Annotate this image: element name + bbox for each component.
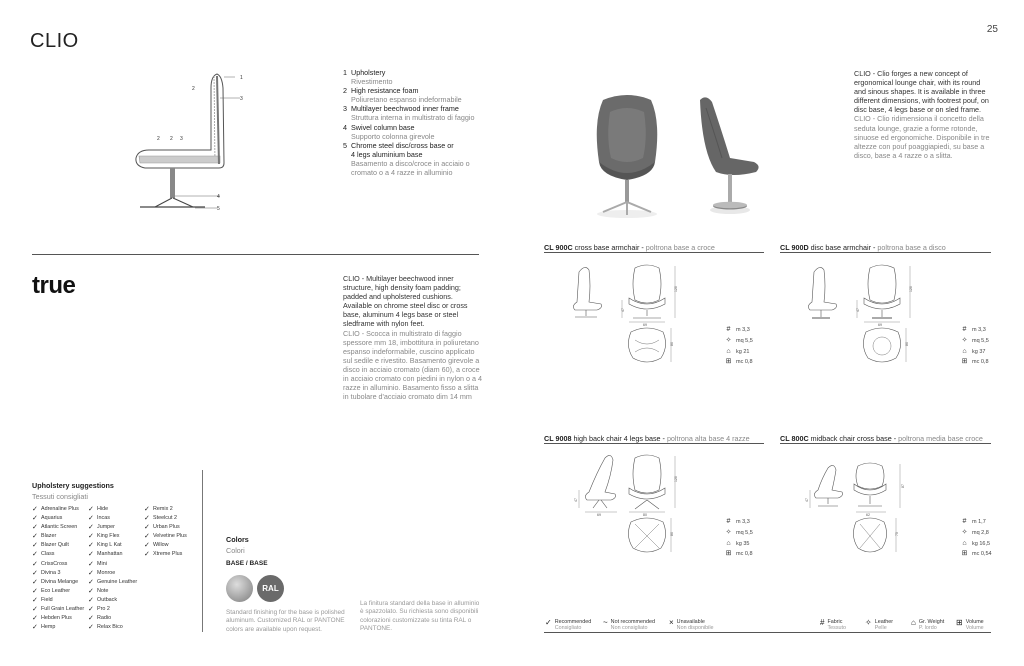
aluminum-swatch <box>226 575 253 602</box>
check-icon: ✓ <box>88 578 94 586</box>
check-icon: ✓ <box>32 569 38 577</box>
fabric-name: Eco Leather <box>41 587 71 594</box>
fabric-item <box>144 514 187 523</box>
page-title: CLIO <box>30 30 79 52</box>
check-icon: ✓ <box>32 515 38 523</box>
specs-cl900d: # m 3,3 ✧ mq 5,5 ⌂ kg 37 ⊞ mc 0,8 <box>961 326 989 366</box>
intro-en: CLIO - Clio forges a new concept of ergonomical lounge chair, with its round and sinous shapes. It is available in three different dimensions, with footrest pouf, on disc base, 4 legs base or on sled frame. <box>854 69 989 115</box>
dim-seat: 47 <box>856 308 860 312</box>
fabric-name: Pro 2 <box>97 606 110 613</box>
fabric-name: Genuine Leather <box>97 578 138 585</box>
fabric-item <box>88 614 137 623</box>
dim-seat: 47 <box>805 498 809 502</box>
check-icon: ✓ <box>32 624 38 632</box>
fabric-item <box>88 596 137 605</box>
check-icon: ✓ <box>88 515 94 523</box>
cross-section-diagram <box>125 68 243 218</box>
check-icon: ✓ <box>32 551 38 559</box>
fabric-item <box>32 523 84 532</box>
fabric-name: King Flex <box>97 533 120 540</box>
fabric-item <box>32 541 84 550</box>
parts-item: 3 Multilayer beechwood inner frame Struttura interna in multistrato di faggio <box>343 104 475 123</box>
fabric-grid-icon: # <box>820 618 825 627</box>
fabric-item <box>88 623 137 632</box>
upholstery-subtitle: Tessuti consigliati <box>32 492 88 501</box>
check-icon: ✓ <box>32 615 38 623</box>
fabric-name: Outback <box>97 596 118 603</box>
legend-weight: ⌂ Gr. Weight P. lordo <box>911 618 945 632</box>
base-label: BASE / BASE <box>226 560 268 567</box>
check-icon: ✓ <box>144 533 150 541</box>
fabric-name: Jumper <box>97 524 115 531</box>
diagram-label-4: 4 <box>217 194 220 200</box>
legend-recommended: ✓ Recommended Consigliato <box>545 618 592 632</box>
fabric-name: Divina 3 <box>41 569 61 576</box>
diagram-label-2a: 2 <box>157 136 160 142</box>
divider <box>780 252 991 253</box>
fabric-name: Remix 2 <box>153 506 173 512</box>
fabric-name: Note <box>97 587 109 594</box>
tech-drawing-cl900d <box>800 262 920 374</box>
check-icon: ✓ <box>32 578 38 586</box>
fabric-name: Monroe <box>97 569 116 576</box>
fabric-name: Willow <box>153 542 169 549</box>
fabric-item <box>144 532 187 541</box>
fabric-name: Mini <box>97 560 107 567</box>
fabric-item <box>88 569 137 578</box>
fabric-name: Blazer Quilt <box>41 542 69 549</box>
fabric-name: CrissCross <box>41 560 68 567</box>
parts-item: 4 Swivel column base Supporto colonna girevole <box>343 122 435 141</box>
weight-icon: ⌂ <box>726 539 731 547</box>
fabric-name: Velvetine Plus <box>153 533 187 540</box>
fabric-item <box>32 614 84 623</box>
leather-hide-icon: ✧ <box>865 618 872 627</box>
vertical-divider <box>202 470 203 632</box>
fabric-item <box>32 560 84 569</box>
divider <box>544 443 764 444</box>
weight-icon: ⌂ <box>911 618 916 627</box>
finish-note-en: Standard finishing for the base is polished aluminum. Customized RAL or PANTONE colors are available upon request. <box>226 609 345 633</box>
fabric-item <box>32 514 84 523</box>
diagram-label-3b: 3 <box>180 136 183 142</box>
fabric-item <box>32 587 84 596</box>
dim-d: 69 <box>643 323 647 327</box>
fabric-name: Manhattan <box>97 551 123 558</box>
divider <box>780 443 991 444</box>
diagram-label-3: 3 <box>240 96 243 102</box>
description-en: CLIO - Multilayer beechwood inner structure, high density foam padding; padded and upholstered cushions. Available on chrome steel disc or cross base, aluminum 4 legs base or steel sledframe with nylon feet. <box>343 274 468 329</box>
model-header-cl900d: CL 900D disc base armchair - poltrona base a disco <box>780 243 946 252</box>
fabric-column-1 <box>32 505 84 632</box>
dim-seat: 47 <box>574 498 578 502</box>
brand-logo: true <box>32 272 76 299</box>
dim-w: 80 <box>670 342 674 346</box>
check-icon: ✓ <box>88 524 94 532</box>
diagram-label-2-top: 2 <box>192 86 195 92</box>
check-icon: ✓ <box>88 615 94 623</box>
fabric-grid-icon: # <box>726 518 731 525</box>
weight-icon: ⌂ <box>962 347 967 355</box>
model-header-cl800c: CL 800C midback chair cross base - poltrona media base croce <box>780 434 983 443</box>
check-icon: ✓ <box>144 506 150 513</box>
dim-w-front: 80 <box>643 513 647 517</box>
fabric-item <box>32 623 84 632</box>
colors-title: Colors <box>226 535 249 544</box>
check-icon: ✓ <box>144 515 150 523</box>
legend-volume: ⊞ Volume Volume <box>956 618 984 632</box>
fabric-name: Hebden Plus <box>41 615 72 622</box>
fabric-item <box>88 523 137 532</box>
volume-cube-icon: ⊞ <box>956 618 963 627</box>
parts-item: 2 High resistance foam Poliuretano espanso indeformabile <box>343 86 462 105</box>
product-description <box>343 274 483 401</box>
weight-icon: ⌂ <box>962 539 967 547</box>
fabric-name: Aquarius <box>41 515 63 522</box>
parts-item: 1 Upholstery Rivestimento <box>343 68 393 87</box>
check-icon: ✓ <box>545 618 552 627</box>
divider <box>544 632 991 633</box>
chair-photo-front <box>585 92 670 222</box>
check-icon: ✓ <box>88 587 94 595</box>
fabric-grid-icon: # <box>962 326 967 333</box>
volume-cube-icon: ⊞ <box>961 358 968 366</box>
fabric-name: Radio <box>97 615 112 622</box>
legend-leather: ✧ Leather Pelle <box>865 618 893 632</box>
fabric-name: Relax Bico <box>97 624 123 631</box>
parts-list <box>343 68 493 177</box>
check-icon: ✓ <box>88 624 94 632</box>
fabric-name: Blazer <box>41 533 57 540</box>
fabric-item <box>88 605 137 614</box>
model-header-cl900c: CL 900C cross base armchair - poltrona base a croce <box>544 243 715 252</box>
fabric-item <box>88 514 137 523</box>
fabric-item <box>32 550 84 559</box>
volume-cube-icon: ⊞ <box>725 550 732 558</box>
fabric-name: Incas <box>97 515 110 522</box>
check-icon: ✓ <box>32 506 38 513</box>
fabric-column-2 <box>88 505 137 632</box>
check-icon: ✓ <box>32 524 38 532</box>
dim-w: 80 <box>905 342 909 346</box>
check-icon: ✓ <box>88 533 94 541</box>
description-it: CLIO - Scocca in multistrato di faggio spessore mm 18, imbottitura in poliuretano espanso indeformabile, cuscino applicato sul sedile e rivestito. Basamento girevole a disco in acciaio cromato (diam 60), a croce in acciaio cromato con piedini in nylon o a 4 razze in alluminio. Basamento fisso a slitta in tubolare d'acciaio cromato dim 14 mm <box>343 328 483 402</box>
check-icon: ✓ <box>88 606 94 614</box>
parts-item: 5 Chrome steel disc/cross base or 4 legs aluminium base Basamento a disco/croce in acciaio o cromato o a 4 razze in alluminio <box>343 140 470 178</box>
model-header-cl9008: CL 9008 high back chair 4 legs base - poltrona alta base 4 razze <box>544 434 750 443</box>
fabric-name: Xtreme Plus <box>153 551 183 558</box>
volume-cube-icon: ⊞ <box>961 550 968 558</box>
fabric-name: Hide <box>97 506 109 512</box>
fabric-item <box>32 569 84 578</box>
dim-h: 120 <box>909 286 913 292</box>
fabric-name: Divina Melange <box>41 578 79 585</box>
specs-cl9008: # m 3,3 ✧ mq 5,5 ⌂ kg 35 ⊞ mc 0,8 <box>725 518 753 558</box>
dim-h: 87 <box>901 484 905 488</box>
fabric-item <box>88 505 137 514</box>
check-icon: ✓ <box>144 551 150 559</box>
dim-w: 80 <box>670 532 674 536</box>
leather-hide-icon: ✧ <box>725 336 732 344</box>
fabric-item <box>88 550 137 559</box>
check-icon: ✓ <box>32 560 38 568</box>
legend-unavailable: × Unavailable Non disponibile <box>669 618 714 632</box>
divider <box>32 254 479 255</box>
fabric-item <box>144 541 187 550</box>
fabric-item <box>144 505 187 514</box>
leather-hide-icon: ✧ <box>725 528 732 536</box>
check-icon: ✓ <box>88 560 94 568</box>
fabric-name: Full Grain Leather <box>41 606 85 613</box>
fabric-name: Urban Plus <box>153 524 180 531</box>
check-icon: ✓ <box>32 533 38 541</box>
check-icon: ✓ <box>32 596 38 604</box>
fabric-item <box>88 587 137 596</box>
check-icon: ✓ <box>144 524 150 532</box>
diagram-label-5: 5 <box>217 206 220 212</box>
fabric-name: Atlantic Screen <box>41 524 78 531</box>
specs-cl900c: # m 3,3 ✧ mq 5,5 ⌂ kg 21 ⊞ mc 0,8 <box>725 326 753 366</box>
fabric-item <box>32 532 84 541</box>
check-icon: ✓ <box>88 551 94 559</box>
dim-d: 69 <box>878 323 882 327</box>
fabric-item <box>88 560 137 569</box>
check-icon: ✓ <box>88 596 94 604</box>
check-icon: ✓ <box>88 569 94 577</box>
fabric-grid-icon: # <box>726 326 731 333</box>
diagram-label-2b: 2 <box>170 136 173 142</box>
upholstery-title: Upholstery suggestions <box>32 481 114 490</box>
fabric-grid-icon: # <box>962 518 967 525</box>
colors-subtitle: Colori <box>226 546 245 555</box>
dim-d: 69 <box>597 513 601 517</box>
check-icon: ✓ <box>32 587 38 595</box>
ral-swatch: RAL <box>257 575 284 602</box>
chair-photo-side <box>692 92 772 222</box>
legend-not-recommended: ~ Not recommended Non consigliato <box>603 618 656 632</box>
fabric-item <box>144 523 187 532</box>
check-icon: ✓ <box>32 606 38 614</box>
fabric-name: Field <box>41 596 53 603</box>
legend-fabric: # Fabric Tessuto <box>820 618 847 632</box>
fabric-item <box>88 532 137 541</box>
check-icon: ✓ <box>144 542 150 550</box>
x-icon: × <box>669 618 674 627</box>
tilde-icon: ~ <box>603 618 608 627</box>
leather-hide-icon: ✧ <box>961 336 968 344</box>
dim-seat: 47 <box>621 308 625 312</box>
fabric-name: Class <box>41 551 55 558</box>
diagram-label-1: 1 <box>240 75 243 81</box>
specs-cl800c: # m 1,7 ✧ mq 2,8 ⌂ kg 16,5 ⊞ mc 0,54 <box>961 518 992 558</box>
finish-note-it: La finitura standard della base in alluminio è spazzolato. Su richiesta sono disponibili colorazioni customizzate su tinta RAL o PANTONE. <box>360 600 480 632</box>
volume-cube-icon: ⊞ <box>725 358 732 366</box>
fabric-name: Hemp <box>41 624 56 631</box>
fabric-item <box>88 578 137 587</box>
fabric-item <box>144 550 187 559</box>
fabric-column-3 <box>144 505 187 560</box>
divider <box>544 252 764 253</box>
fabric-item <box>32 578 84 587</box>
fabric-name: King L Kat <box>97 542 122 549</box>
tech-drawing-cl9008 <box>565 452 685 564</box>
dim-h: 120 <box>674 286 678 292</box>
check-icon: ✓ <box>32 542 38 550</box>
intro-text <box>854 69 994 160</box>
fabric-name: Adrenaline Plus <box>41 506 79 512</box>
weight-icon: ⌂ <box>726 347 731 355</box>
fabric-name: Steelcut 2 <box>153 515 177 522</box>
dim-h: 120 <box>674 476 678 482</box>
tech-drawing-cl800c <box>800 452 920 564</box>
fabric-item <box>32 596 84 605</box>
leather-hide-icon: ✧ <box>961 528 968 536</box>
tech-drawing-cl900c <box>565 262 685 374</box>
dim-w: 75 <box>895 532 899 536</box>
check-icon: ✓ <box>88 506 94 513</box>
dim-d: 62 <box>866 513 870 517</box>
fabric-item <box>32 605 84 614</box>
page-number: 25 <box>986 24 998 35</box>
fabric-item <box>32 505 84 514</box>
fabric-item <box>88 541 137 550</box>
check-icon: ✓ <box>88 542 94 550</box>
intro-it: CLIO - Clio ridimensiona il concetto della seduta lounge, grazie a forme rotonde, sinuose ed ergonomiche. Disponibile in tre altezze con pouf poaggiapiedi, su base a disco, base a 4 razze o a slitta. <box>854 114 990 160</box>
